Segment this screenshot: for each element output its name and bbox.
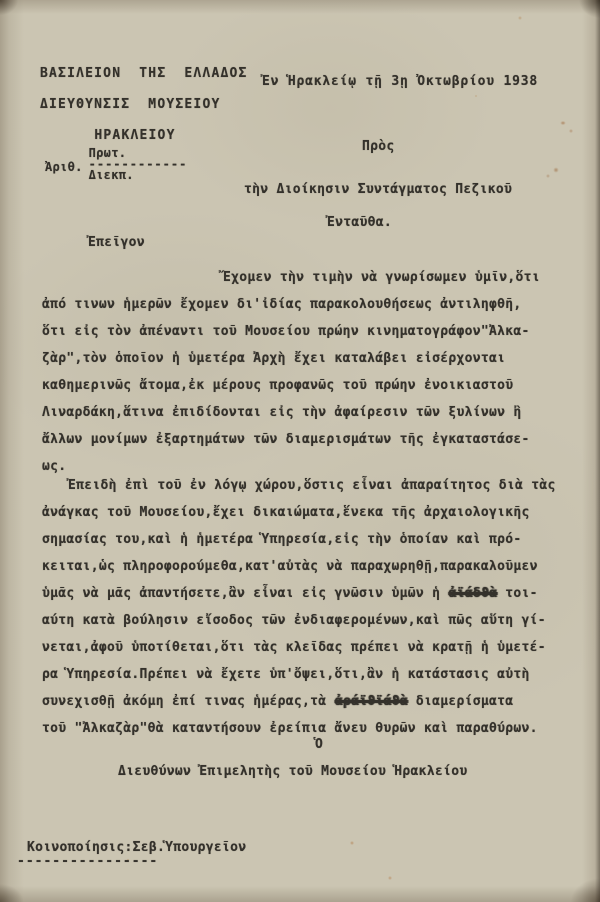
protocol-arith-label: Ἀριθ. (45, 159, 83, 174)
signature-title: Διευθύνων Ἐπιμελητὴς τοῦ Μουσείου Ἡρακλείου (118, 764, 468, 779)
body-line: συνεχισθῇ ἀκόμη ἐπί τινας ἡμέρας,τὰ ἀράϊϑϊάϑὰ διαμερίσματα (42, 694, 514, 709)
body-line: ὅτι εἰς τὸν ἀπέναντι τοῦ Μουσείου πρώην κινηματογράφον"Ἀλκα- (42, 324, 530, 339)
body-line: ἀπό τινων ἡμερῶν ἔχομεν δι'ἰδίας παρακολουθήσεως ἀντιληφθῆ, (42, 297, 522, 312)
strikethrough-text: ἀϊάδϑὰ (448, 586, 498, 601)
date-line: Ἐν Ἡρακλείῳ τῇ 3ῃ Ὀκτωβρίου 1938 (262, 74, 539, 89)
recipient-address: τὴν Διοίκησιν Συντάγματος Πεζικοῦ (244, 182, 513, 197)
body-line: σημασίας του,καὶ ἡ ἡμετέρα Ὑπηρεσία,εἰς τὴν ὁποίαν καὶ πρό- (42, 532, 522, 547)
body-line: Ἐπειδὴ ἐπὶ τοῦ ἐν λόγῳ χώρου,ὅστις εἶναι ἀπαραίτητος διὰ τὰς (68, 478, 556, 493)
body-line: καθημερινῶς ἄτομα,ἐκ μέρους προφανῶς τοῦ πρώην ἐνοικιαστοῦ (42, 378, 514, 393)
body-line: νεται,ἀφοῦ ὑποτίθεται,ὅτι τὰς κλεῖδας πρέπει νὰ κρατῇ ἡ ὑμετέ- (42, 640, 546, 655)
body-line: ζὰρ",τὸν ὁποῖον ἡ ὑμετέρα Ἀρχὴ ἔχει καταλάβει εἰσέρχονται (42, 351, 506, 366)
protocol-separator-line: ------------ (88, 157, 188, 171)
body-line: ρα Ὑπηρεσία.Πρέπει νὰ ἔχετε ὑπ'ὄψει,ὅτι,ἂν ἡ κατάστασις αὐτὴ (42, 667, 530, 682)
letterhead-line-2: ΔΙΕΥΘΥΝΣΙΣ ΜΟΥΣΕΙΟΥ (40, 97, 221, 112)
body-line: ἄλλων μονίμων ἐξαρτημάτων τῶν διαμερισμάτων τῆς ἐγκαταστάσε- (42, 432, 530, 447)
body-line: Ἔχομεν τὴν τιμὴν νὰ γνωρίσωμεν ὑμῖν,ὅτι (223, 270, 540, 285)
body-paragraph-2 (42, 472, 556, 742)
body-line: κειται,ὡς πληροφορούμεθα,κατ'αὐτὰς νὰ παραχωρηθῇ,παρακαλοῦμεν (42, 559, 538, 574)
body-line: τοῦ "Ἀλκαζὰρ"θὰ καταντήσουν ἐρείπια ἄνευ θυρῶν καὶ παραθύρων. (42, 721, 538, 736)
protocol-number-block (45, 147, 187, 182)
recipient-entautha: Ἐνταῦθα. (327, 215, 393, 230)
body-line: ὑμᾶς νὰ μᾶς ἀπαντήσετε,ἂν εἶναι εἰς γνῶσιν ὑμῶν ἡ ἀϊάδϑὰ τοι- (42, 586, 538, 601)
signature-o: Ὁ (315, 737, 324, 752)
body-paragraph-1 (42, 264, 540, 480)
urgency-label: Ἐπεῖγον (88, 235, 145, 250)
letterhead (40, 58, 248, 151)
cc-note (17, 840, 247, 869)
cc-text: Κοινοποίησις:Σεβ.Ὑπουργεῖον (27, 840, 247, 855)
letterhead-line-3: ΗΡΑΚΛΕΙΟΥ (94, 128, 176, 143)
protocol-fraction (89, 147, 188, 182)
protocol-diekp-label: Διεκπ. (88, 168, 134, 182)
cc-underline: ---------------- (17, 854, 159, 869)
protocol-prot-label: Πρωτ. (88, 146, 127, 160)
body-line: αύτη κατὰ βούλησιν εἴσοδος τῶν ἐνδιαφερομένων,καὶ πῶς αὕτη γί- (42, 613, 546, 628)
recipient-pros: Πρὸς (362, 139, 395, 154)
body-line: Λιναρδάκη,ἅτινα ἐπιδίδονται εἰς τὴν ἀφαίρεσιν τῶν ξυλίνων ἢ (42, 405, 522, 420)
body-line: ως. (42, 459, 67, 474)
body-line: ἀνάγκας τοῦ Μουσείου,ἔχει δικαιώματα,ἕνεκα τῆς ἀρχαιολογικῆς (42, 505, 530, 520)
letterhead-line-1: ΒΑΣΙΛΕΙΟΝ ΤΗΣ ΕΛΛΑΔΟΣ (40, 66, 248, 81)
strikethrough-text: ἀράϊϑϊάϑὰ (334, 694, 408, 709)
